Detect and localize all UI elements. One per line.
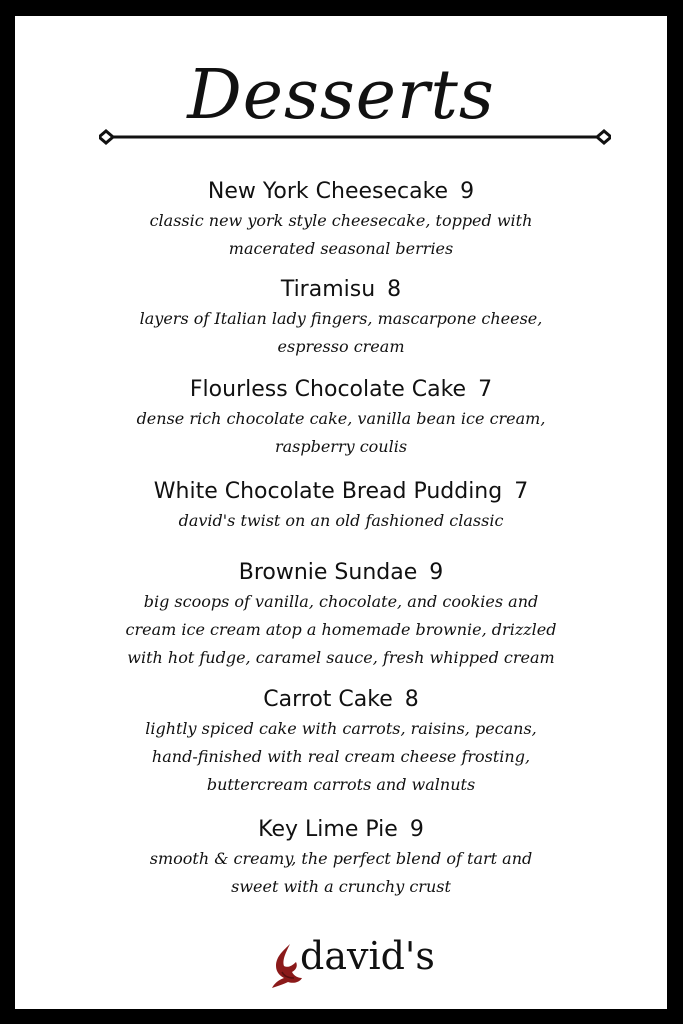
item-price: 9: [429, 560, 444, 585]
menu-item: [15, 275, 667, 361]
item-desc-line: sweet with a crunchy crust: [231, 877, 451, 896]
item-desc-line: espresso cream: [277, 337, 405, 356]
item-name-line: [15, 477, 667, 507]
item-description: [15, 305, 667, 361]
item-price: 8: [404, 687, 419, 712]
item-desc-line: cream ice cream atop a homemade brownie, drizzled: [125, 620, 557, 639]
item-name: Key Lime Pie: [258, 817, 398, 842]
item-description: [15, 715, 667, 799]
menu-title: Desserts: [187, 56, 495, 135]
item-price: 9: [460, 179, 475, 204]
item-price: 8: [387, 277, 402, 302]
item-name-line: [15, 685, 667, 715]
menu-item: [15, 375, 667, 461]
item-desc-line: big scoops of vanilla, chocolate, and cookies and: [143, 592, 539, 611]
item-name: Flourless Chocolate Cake: [189, 377, 467, 402]
item-name: Carrot Cake: [263, 687, 393, 712]
item-name-line: [15, 815, 667, 845]
item-desc-line: with hot fudge, caramel sauce, fresh whipped cream: [127, 648, 555, 667]
bird-icon: [268, 942, 304, 990]
menu-page: [15, 16, 667, 1009]
item-description: [15, 588, 667, 672]
item-desc-line: raspberry coulis: [274, 437, 408, 456]
item-desc-line: classic new york style cheesecake, topped with: [149, 211, 533, 230]
item-price: 7: [478, 377, 493, 402]
menu-item: [15, 685, 667, 799]
item-desc-line: smooth & creamy, the perfect blend of tart and: [149, 849, 533, 868]
item-name: New York Cheesecake: [207, 179, 449, 204]
menu-item: [15, 477, 667, 535]
menu-item: [15, 815, 667, 901]
item-description: [15, 405, 667, 461]
title-divider: [99, 128, 611, 146]
item-description: [15, 845, 667, 901]
menu-item: [15, 177, 667, 263]
item-name-line: [15, 177, 667, 207]
logo-text: david's: [300, 934, 435, 978]
item-name: White Chocolate Bread Pudding: [153, 479, 503, 504]
restaurant-logo: [268, 928, 435, 998]
item-name-line: [15, 275, 667, 305]
item-desc-line: macerated seasonal berries: [228, 239, 454, 258]
item-description: [15, 507, 667, 535]
item-name-line: [15, 375, 667, 405]
menu-item: [15, 558, 667, 672]
item-desc-line: david's twist on an old fashioned classic: [178, 511, 504, 530]
item-price: 9: [409, 817, 424, 842]
item-description: [15, 207, 667, 263]
item-name: Brownie Sundae: [238, 560, 418, 585]
item-price: 7: [514, 479, 529, 504]
item-name-line: [15, 558, 667, 588]
item-desc-line: dense rich chocolate cake, vanilla bean ice cream,: [136, 409, 546, 428]
item-desc-line: lightly spiced cake with carrots, raisins, pecans,: [145, 719, 537, 738]
item-name: Tiramisu: [280, 277, 376, 302]
item-desc-line: layers of Italian lady fingers, mascarpone cheese,: [139, 309, 543, 328]
item-desc-line: hand-finished with real cream cheese frosting,: [151, 747, 531, 766]
item-desc-line: buttercream carrots and walnuts: [206, 775, 476, 794]
